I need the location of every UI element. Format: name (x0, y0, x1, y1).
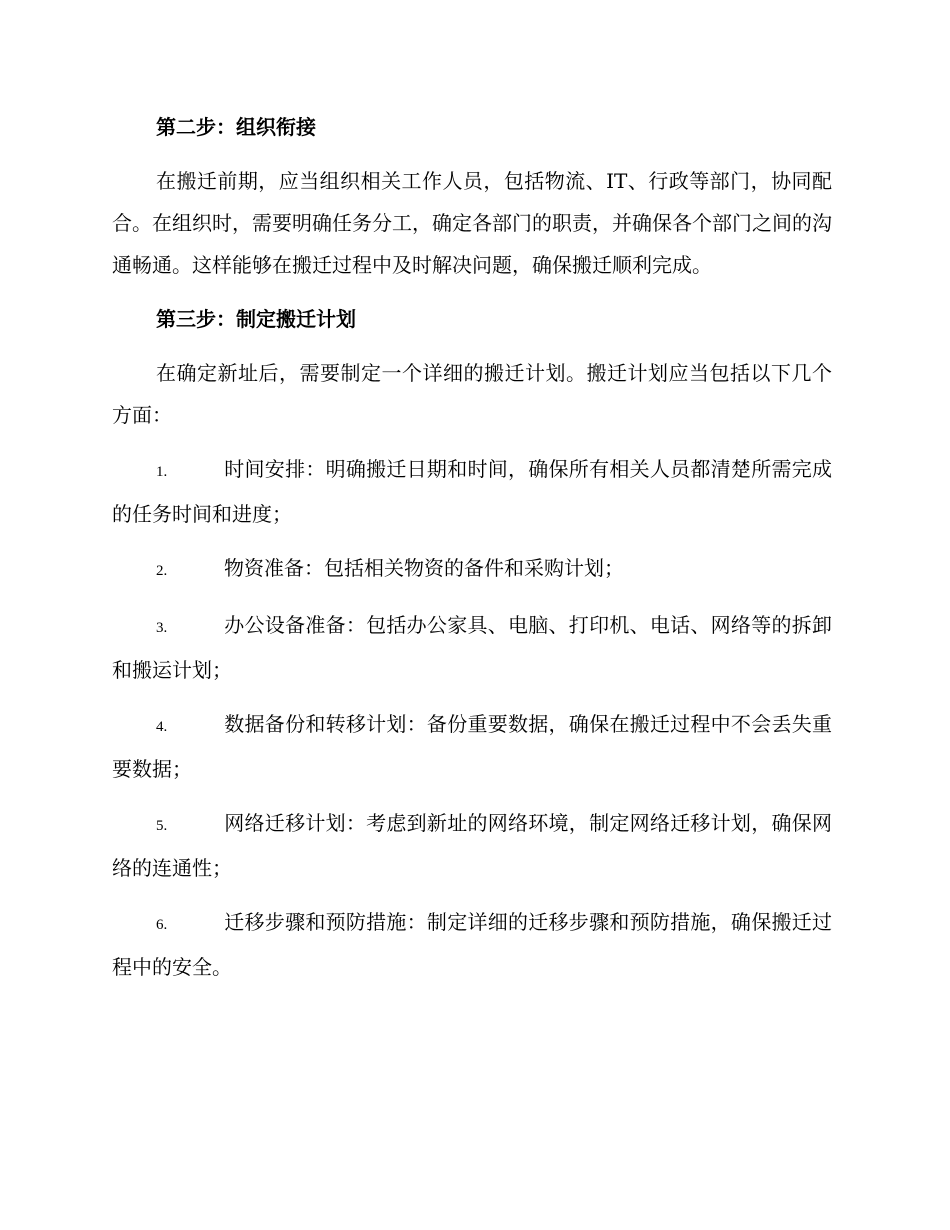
list-item-3 (112, 604, 832, 691)
paragraph-plan-intro: 在确定新址后，需要制定一个详细的搬迁计划。搬迁计划应当包括以下几个方面： (112, 361, 832, 427)
section-heading-step-2: 第二步：组织衔接 (156, 115, 316, 139)
list-item-4 (112, 703, 832, 790)
list-item-text: 办公设备准备：包括办公家具、电脑、打印机、电话、网络等的拆卸和搬运计划； (112, 613, 832, 682)
list-item-text: 迁移步骤和预防措施：制定详细的迁移步骤和预防措施，确保搬迁过程中的安全。 (112, 910, 832, 979)
section-heading-step-3: 第三步：制定搬迁计划 (156, 307, 356, 331)
list-number: 5. (156, 818, 168, 834)
list-number: 2. (156, 563, 168, 579)
list-item-2 (112, 547, 832, 592)
list-item-text: 网络迁移计划：考虑到新址的网络环境，制定网络迁移计划，确保网络的连通性； (112, 811, 832, 880)
document-body (112, 106, 832, 1000)
list-item-6 (112, 901, 832, 988)
list-number: 1. (156, 464, 168, 480)
list-item-text: 数据备份和转移计划：备份重要数据，确保在搬迁过程中不会丢失重要数据； (112, 712, 832, 781)
list-number: 3. (156, 620, 168, 636)
list-number: 4. (156, 719, 168, 735)
plan-list (112, 448, 832, 988)
paragraph-organization: 在搬迁前期，应当组织相关工作人员，包括物流、IT、行政等部门，协同配合。在组织时，需要明确任务分工，确定各部门的职责，并确保各个部门之间的沟通畅通。这样能够在搬迁过程中及时解决问题，确保搬迁顺利完成。 (112, 169, 832, 277)
list-item-5 (112, 802, 832, 889)
list-item-text: 物资准备：包括相关物资的备件和采购计划； (224, 556, 624, 580)
list-item-text: 时间安排：明确搬迁日期和时间，确保所有相关人员都清楚所需完成的任务时间和进度； (112, 457, 832, 526)
list-item-1 (112, 448, 832, 535)
list-number: 6. (156, 917, 168, 933)
